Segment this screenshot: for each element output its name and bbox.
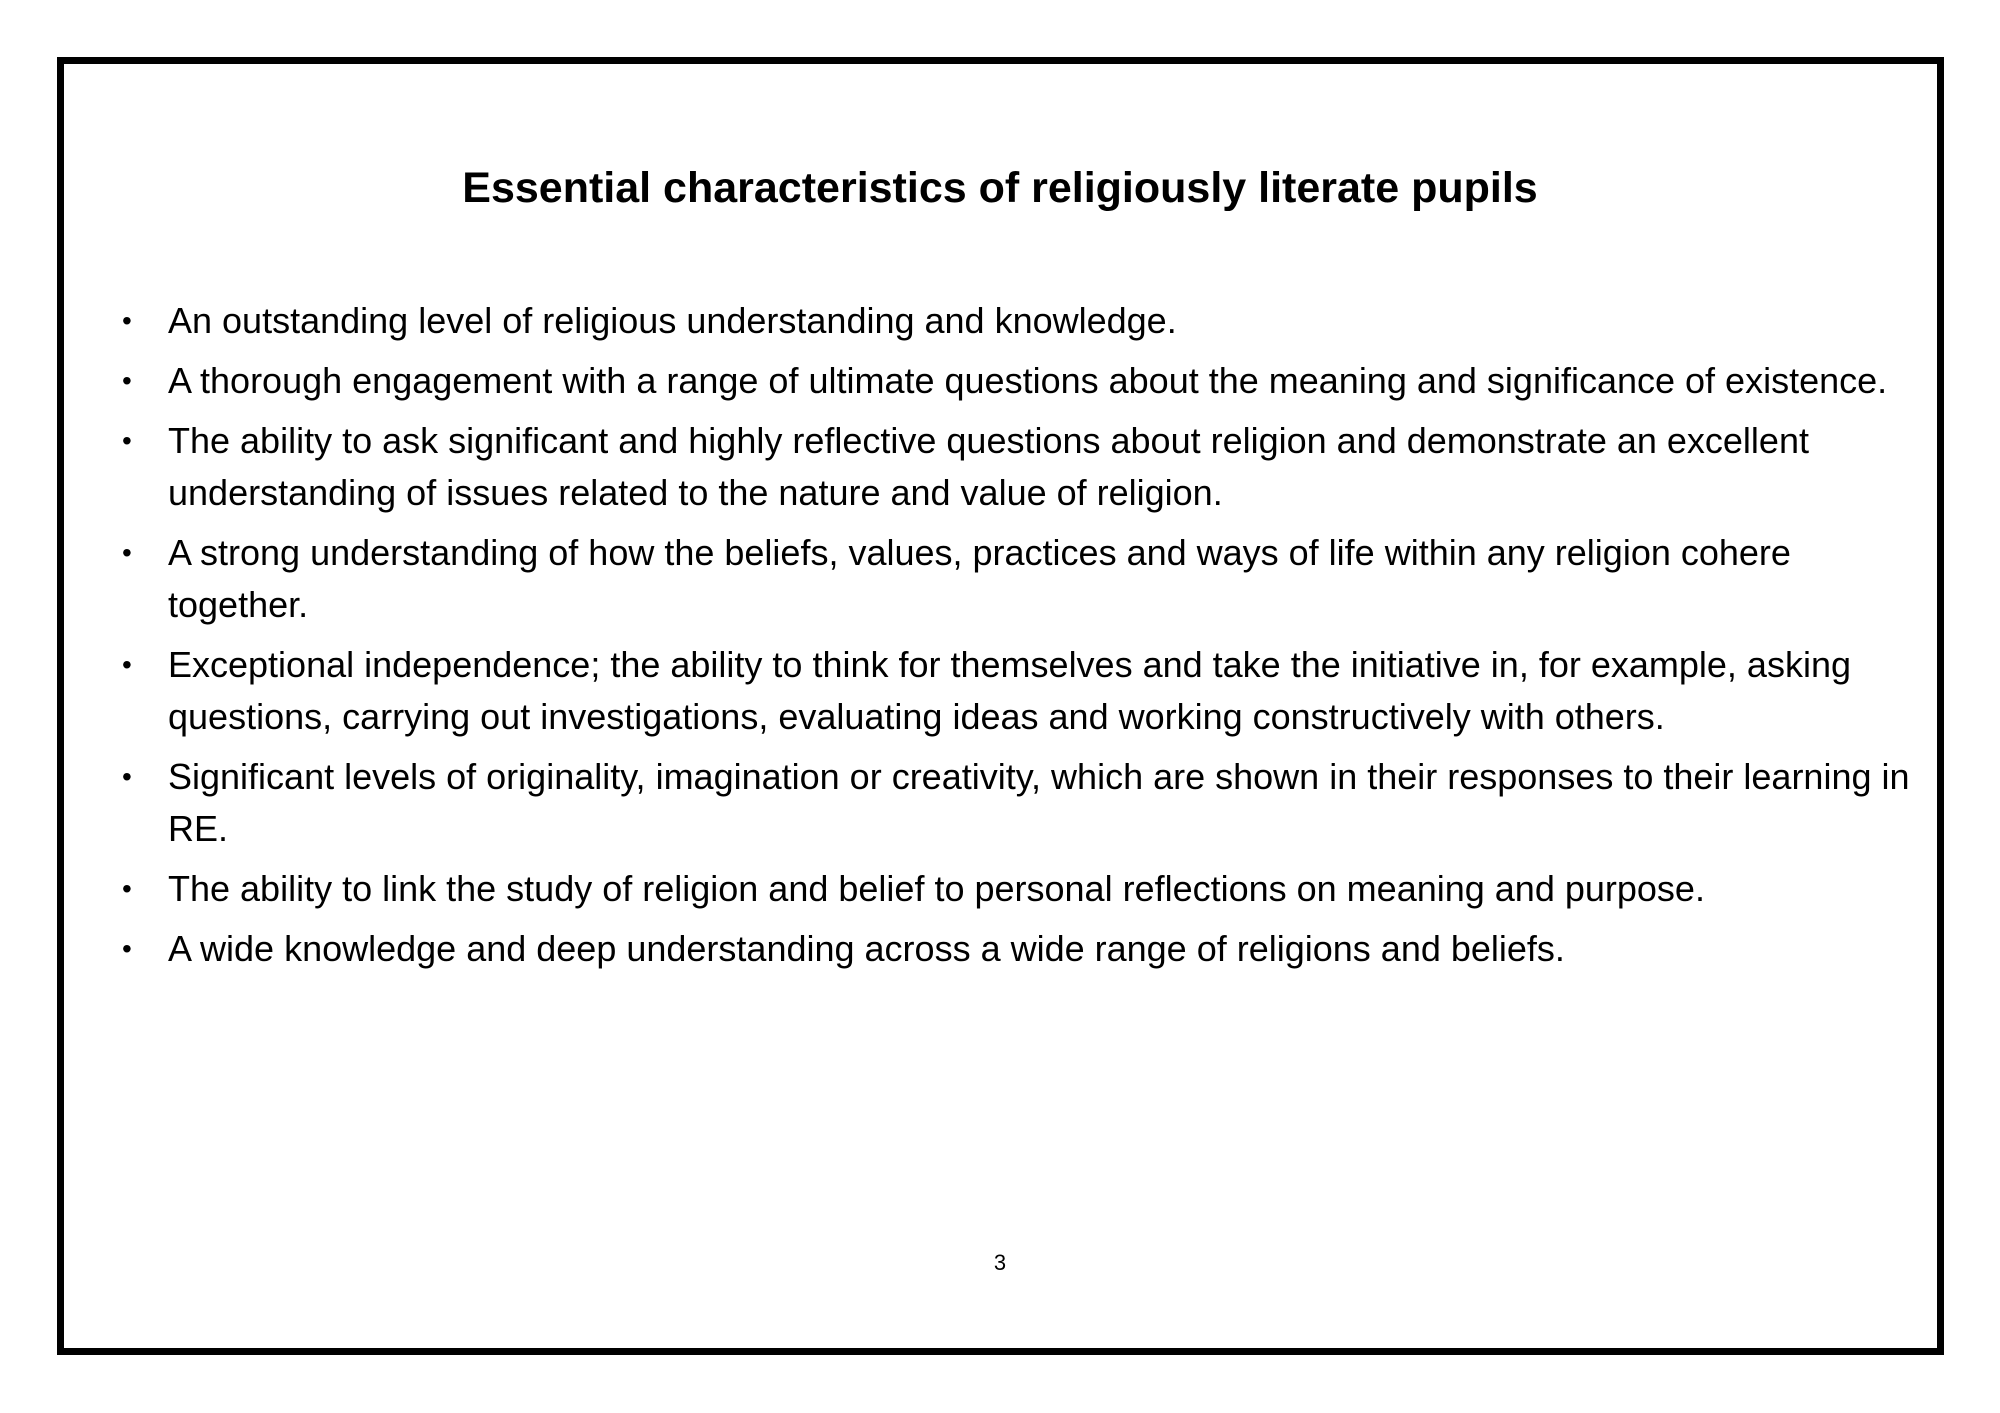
list-item	[120, 639, 1920, 743]
list-item-text: A strong understanding of how the beliefs, values, practices and ways of life within any religion cohere together.	[168, 532, 1791, 625]
list-item-text: The ability to link the study of religion and belief to personal reflections on meaning and purpose.	[168, 868, 1705, 909]
list-item-text: Significant levels of originality, imagination or creativity, which are shown in their responses to their learning in RE.	[168, 756, 1910, 849]
bullet-icon: •	[122, 761, 132, 792]
list-item-text: Exceptional independence; the ability to think for themselves and take the initiative in, for example, asking questions, carrying out investigations, evaluating ideas and working constructively with others.	[168, 644, 1851, 737]
list-item	[120, 295, 1920, 347]
bullet-icon: •	[122, 933, 132, 964]
list-item-text: A wide knowledge and deep understanding across a wide range of religions and beliefs.	[168, 928, 1565, 969]
list-item-text: An outstanding level of religious understanding and knowledge.	[168, 300, 1177, 341]
list-item	[120, 415, 1920, 519]
bullet-icon: •	[122, 873, 132, 904]
bullet-icon: •	[122, 425, 132, 456]
list-item	[120, 923, 1920, 975]
list-item-text: The ability to ask significant and highly reflective questions about religion and demonstrate an excellent understanding of issues related to the nature and value of religion.	[168, 420, 1809, 513]
list-item	[120, 751, 1920, 855]
page-number: 3	[993, 1250, 1007, 1275]
bullet-icon: •	[122, 365, 132, 396]
bullet-icon: •	[122, 537, 132, 568]
list-item	[120, 355, 1920, 407]
characteristics-list	[120, 295, 1920, 983]
document-title: Essential characteristics of religiously literate pupils	[462, 164, 1538, 212]
list-item-text: A thorough engagement with a range of ultimate questions about the meaning and significance of existence.	[168, 360, 1888, 401]
bullet-icon: •	[122, 305, 132, 336]
bullet-icon: •	[122, 649, 132, 680]
list-item	[120, 527, 1920, 631]
list-item	[120, 863, 1920, 915]
